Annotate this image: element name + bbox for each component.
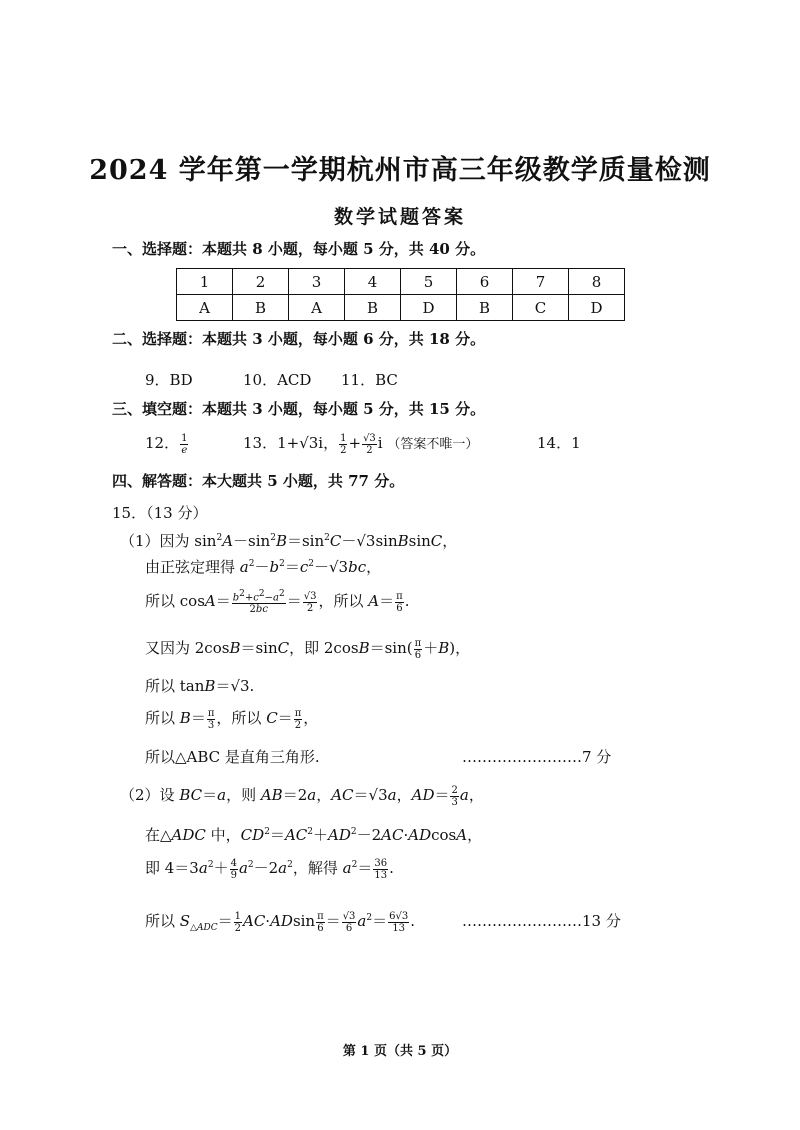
q15-part1-conclusion: 所以△ABC 是直角三角形. [145,748,320,766]
q12-fraction: $\frac{1}{e}$ [181,432,188,456]
q13-note: （答案不唯一） [387,437,479,452]
q15-part1-line4: 又因为 2cosB＝sinC，即 2cosB＝sin( $\frac{\pi}{6}$ ＋B)， [145,637,471,661]
answer-table-answer-row [177,295,625,321]
q15-part1-line3: 所以 cosA＝ $\frac{b^2+c^2-a^2}{2bc}$ ＝ $\frac{√3}{2}$ ，所以 A＝ $\frac{\pi}{6}$ . [145,589,410,616]
table-cell: 7 [513,269,569,295]
q15-part1-line5: 所以 tanB＝√3. [145,677,255,695]
table-cell: 1 [177,269,233,295]
q15-part2-line1: （2）设 BC＝a，则 AB＝2a，AC＝√3a，AD＝ $\frac{2}{3}$ a， [120,784,484,808]
table-cell: 5 [401,269,457,295]
answer-table [176,268,625,321]
q15-part1-line6: 所以 B＝ $\frac{\pi}{3}$ ，所以 C＝ $\frac{\pi}{2}$ ， [145,707,319,731]
section2-answer-11: 11．BC [341,371,398,389]
section2-heading: 二、选择题：本题共 3 小题，每小题 6 分，共 18 分。 [112,330,486,348]
section1-heading: 一、选择题：本题共 8 小题，每小题 5 分，共 40 分。 [112,240,486,258]
table-cell: D [401,295,457,321]
q15-part2-line3: 即 $4=3a^2+$ $\frac{4}{9}$ $a^2-2a^2$，解得 $a^2=$ $\frac{36}{13}$ . [145,857,394,881]
q15-heading: 15．（13 分） [112,504,208,522]
table-cell: D [569,295,625,321]
q15-part2-score: ……………………13 分 [462,912,621,930]
section3-answer-13: 13．1+√3i， $\frac{1}{2}$ + $\frac{√3}{2}$ i （答案不唯一） [243,432,479,456]
page-footer: 第 1 页（共 5 页） [342,1044,458,1059]
table-cell: 2 [233,269,289,295]
q15-part2-line4: 所以 $S_{\triangle ADC}=$ $\frac{1}{2}$ AC·ADsin $\frac{\pi}{6}$ ＝ $\frac{√3}{6}$ $a^2=$ $\frac{6√3}{13}$ . [145,910,416,934]
section4-heading: 四、解答题：本大题共 5 小题，共 77 分。 [112,472,405,490]
table-cell: A [289,295,345,321]
table-cell: C [513,295,569,321]
table-cell: 8 [569,269,625,295]
table-cell: 6 [457,269,513,295]
table-cell: A [177,295,233,321]
q15-part2-line2: 在△ADC 中，$CD^2=AC^2+AD^2-2AC\cdot ADcosA$， [145,826,483,844]
q12-label: 12． [145,434,180,452]
table-cell: 4 [345,269,401,295]
table-cell: 3 [289,269,345,295]
q15-part1-score: ……………………7 分 [462,748,612,766]
q15-part1-line1: （1）因为 $\sin^2A-\sin^2B=\sin^2C-√3sinBsinC$， [120,532,458,550]
answer-table-number-row [177,269,625,295]
q15-part1-line2: 由正弦定理得 $a^2-b^2=c^2-√3bc$， [145,558,382,576]
page-subtitle: 数学试题答案 [333,206,466,228]
table-cell: B [233,295,289,321]
table-cell: B [345,295,401,321]
section2-answer-9: 9．BD [145,371,193,389]
q13-label: 13． [243,434,278,452]
section3-answer-12 [145,432,189,456]
section2-answer-10: 10．ACD [243,371,312,389]
section3-heading: 三、填空题：本题共 3 小题，每小题 5 分，共 15 分。 [112,400,486,418]
section3-answer-14: 14．1 [537,434,581,452]
table-cell: B [457,295,513,321]
page-title: 2024 学年第一学期杭州市高三年级教学质量检测 [89,155,711,186]
